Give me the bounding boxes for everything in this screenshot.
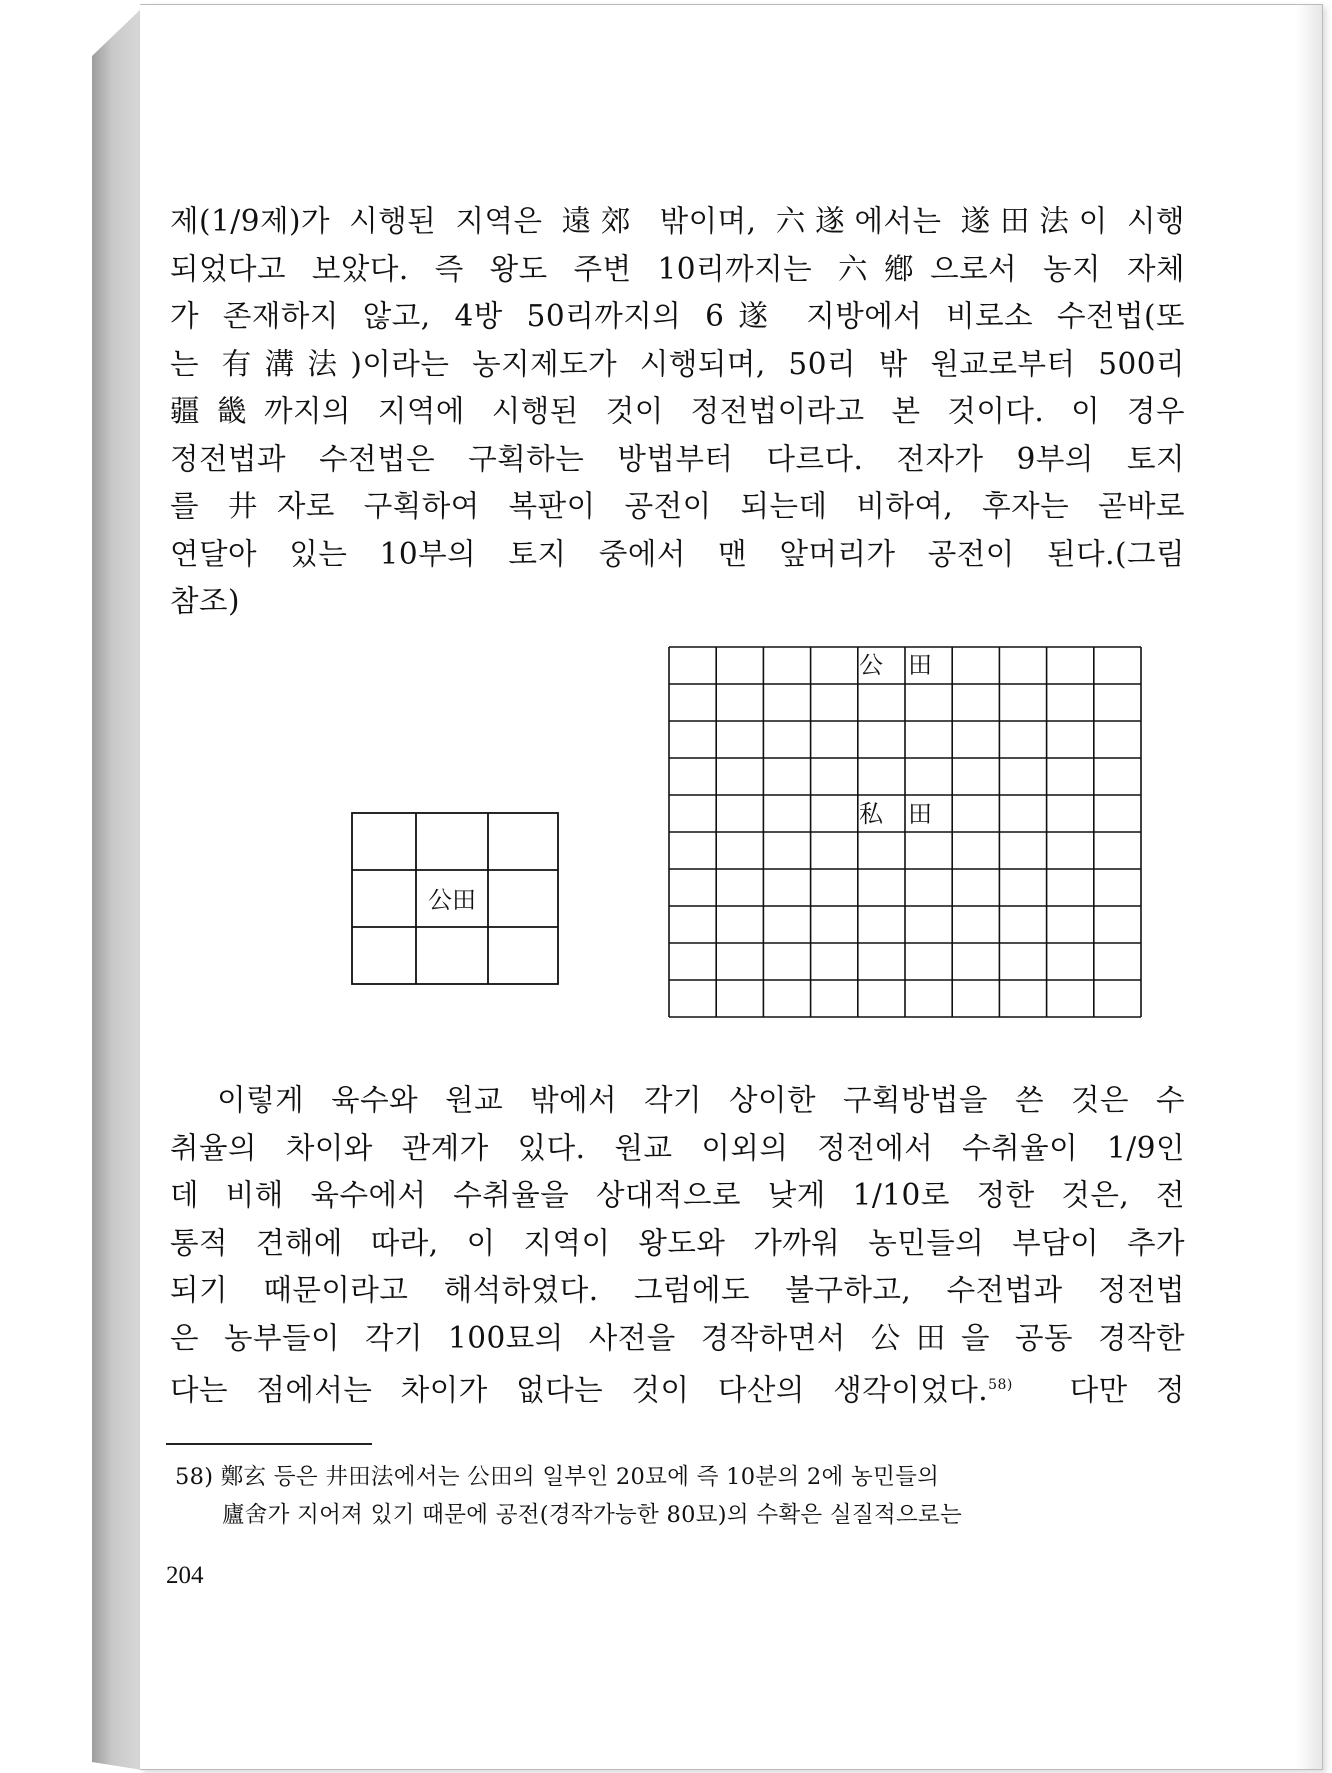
text-line: 취율의 차이와 관계가 있다. 원교 이외의 정전에서 수취율이 1/9인: [170, 1130, 1185, 1165]
large-grid-top-label-right: 田: [908, 651, 932, 679]
footnote-reference[interactable]: 58): [988, 1377, 1013, 1393]
text-line: 은 농부들이 각기 100묘의 사전을 경작하면서 公田을 공동 경작한: [170, 1320, 1185, 1355]
text-line: 제(1/9제)가 시행된 지역은 遠郊 밖이며, 六遂에서는 遂田法이 시행: [170, 204, 1185, 238]
large-grid-mid-label-left: 私: [859, 800, 883, 828]
paragraph-2: [170, 1077, 1185, 1414]
text-line: [170, 1362, 1185, 1414]
large-grid-mid-label-right: 田: [908, 800, 932, 828]
large-grid-lines: [669, 647, 1141, 1017]
text-line: 되기 때문이라고 해석하였다. 그럼에도 불구하고, 수전법과 정전법: [170, 1273, 1185, 1307]
jeongjeon-grid-diagram: [351, 812, 561, 988]
sujeon-grid-diagram: [667, 645, 1143, 1019]
text-line: 정전법과 수전법은 구획하는 방법부터 다르다. 전자가 9부의 토지: [170, 441, 1185, 476]
text-line: 데 비해 육수에서 수취율을 상대적으로 낮게 1/10로 정한 것은, 전: [170, 1178, 1185, 1212]
text-fragment: 다는 점에서는 차이가 없다는 것이 다산의 생각이었다.: [170, 1372, 989, 1407]
text-line: 연달아 있는 10부의 토지 중에서 맨 앞머리가 공전이 된다.(그림: [170, 536, 1185, 571]
book-spine: [92, 8, 142, 1770]
page-number: 204: [166, 1562, 204, 1589]
small-grid-center-label: 公田: [428, 886, 476, 914]
footnote-line-2: 廬舍가 지어져 있기 때문에 공전(경작가능한 80묘)의 수확은 실질적으로는: [222, 1502, 963, 1528]
text-line: 를 井자로 구획하여 복판이 공전이 되는데 비하여, 후자는 곧바로: [170, 489, 1185, 523]
text-line: 疆畿까지의 지역에 시행된 것이 정전법이라고 본 것이다. 이 경우: [170, 394, 1185, 428]
text-line: 이렇게 육수와 원교 밖에서 각기 상이한 구획방법을 쓴 것은 수: [170, 1083, 1185, 1117]
text-line: 통적 견해에 따라, 이 지역이 왕도와 가까워 농민들의 부담이 추가: [170, 1225, 1185, 1260]
paragraph-1: [170, 198, 1185, 626]
large-grid-top-label-left: 公: [859, 651, 883, 679]
text-fragment: 다만 정: [1069, 1372, 1185, 1407]
text-line: 가 존재하지 않고, 4방 50리까지의 6遂 지방에서 비로소 수전법(또: [170, 299, 1185, 333]
text-line: 는 有溝法)이라는 농지제도가 시행되며, 50리 밖 원교로부터 500리: [170, 346, 1185, 381]
page-edge-shade: [1296, 5, 1322, 1769]
footnote-line-1: 58) 鄭玄 등은 井田法에서는 公田의 일부인 20묘에 즉 10분의 2에 농민들의: [175, 1464, 940, 1490]
footnote-separator: [166, 1443, 372, 1445]
text-line: 되었다고 보았다. 즉 왕도 주변 10리까지는 六鄕으로서 농지 자체: [170, 251, 1185, 286]
text-line: 참조): [170, 584, 241, 618]
